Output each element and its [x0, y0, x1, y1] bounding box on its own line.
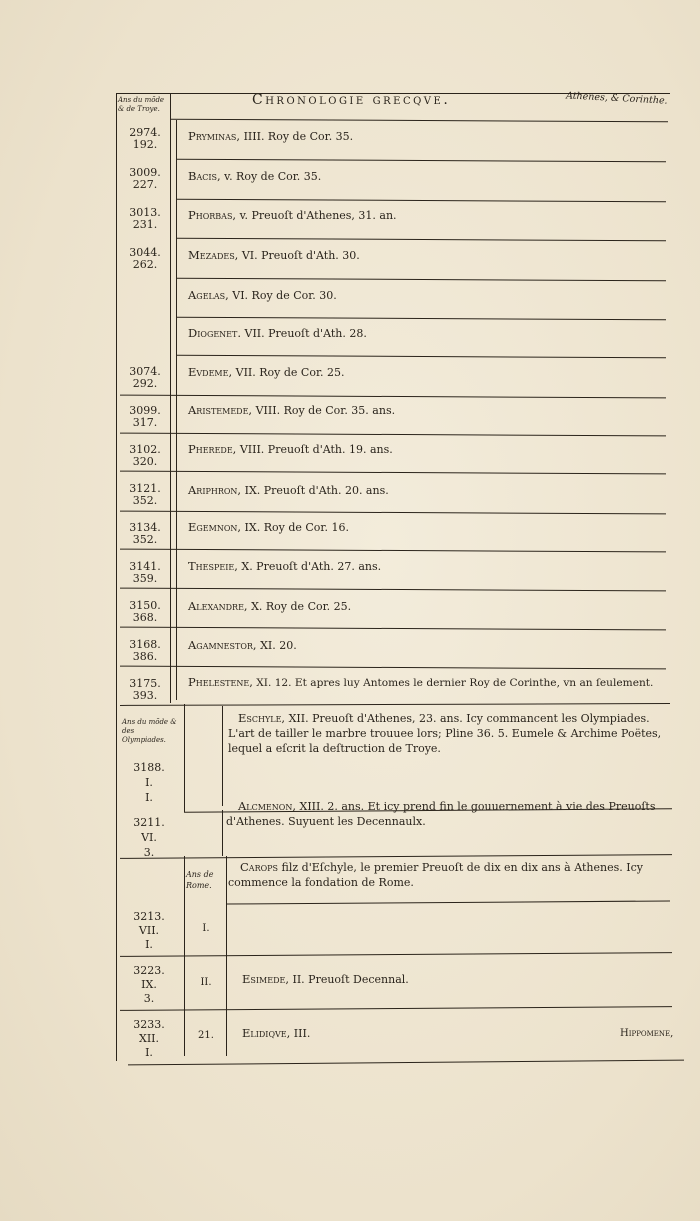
eschyle-paragraph: Eschyle, XII. Preuoſt d'Athenes, 23. ans. Icy commancent les Olympiades. L'art de tailler le marbre trouuee lors; Pline 36. 5. Eumele & Archime Poëtes, lequel a eſcrit la deſtruction de Troye.	[228, 711, 662, 755]
rome-year: I.	[202, 923, 210, 934]
year-cell: 3099. 317.	[129, 404, 161, 429]
year-cell: 3150. 368.	[129, 599, 161, 624]
row-divider	[120, 666, 666, 670]
year-cell: 3211. VI. 3.	[133, 816, 165, 859]
row-divider	[176, 159, 666, 163]
entry-row: Egemnon, IX. Roy de Cor. 16.	[188, 520, 349, 534]
year-cell: 3168. 386.	[129, 638, 161, 663]
row-divider	[120, 627, 666, 631]
header-right-label: Athenes, & Corinthe.	[565, 90, 668, 107]
entry-row: Bacis, v. Roy de Cor. 35.	[188, 169, 322, 183]
year-cell: 3141. 359.	[129, 560, 161, 585]
row-divider	[120, 395, 666, 399]
year-cell: 3102. 320.	[129, 443, 161, 468]
entry-row: Mezades, VI. Preuoſt d'Ath. 30.	[188, 248, 360, 262]
alcmenon-indent-rule	[222, 810, 223, 856]
page-title: Chronologie grecqve.	[252, 92, 451, 108]
row-divider	[120, 511, 666, 515]
row-divider	[120, 1006, 672, 1011]
entry-row: Pherede, VIII. Preuoſt d'Ath. 19. ans.	[188, 442, 393, 456]
entry-row: Elidiqve, III.	[242, 1026, 311, 1040]
year-cell: 3134. 352.	[129, 521, 161, 546]
entry-row: Esimede, II. Preuoſt Decennal.	[242, 972, 409, 986]
entry-row: Thespeie, X. Preuoſt d'Ath. 27. ans.	[188, 559, 382, 573]
entry-row: Phelestene, XI. 12. Et apres luy Antomes le dernier Roy de Corinthe, vn an ſeulement.	[188, 675, 654, 689]
entry-row: Ariphron, IX. Preuoſt d'Ath. 20. ans.	[188, 483, 389, 497]
row-divider	[226, 900, 670, 904]
rome-year: 21.	[198, 1030, 214, 1041]
row-divider	[120, 854, 672, 859]
row-divider	[120, 588, 666, 592]
olympiads-label: Ans du mõde & des Olympiades.	[122, 718, 177, 744]
olymp-column-rule	[184, 704, 185, 812]
row-divider	[176, 278, 666, 282]
year-cell: 3213. VII. I.	[133, 910, 165, 951]
header-left-label: Ans du mõde & de Troye.	[118, 96, 165, 113]
row-divider	[176, 355, 666, 359]
catchword: Hippomene,	[620, 1028, 674, 1039]
year-cell: 3044. 262.	[129, 246, 161, 271]
entry-row: Phorbas, v. Preuoſt d'Athenes, 31. an.	[188, 208, 397, 222]
row-divider	[176, 238, 666, 242]
entry-row: Alexandre, X. Roy de Cor. 25.	[188, 599, 352, 613]
year-column-rule	[170, 93, 171, 703]
entry-row: Diogenet. VII. Preuoſt d'Ath. 28.	[188, 326, 367, 340]
row-divider	[120, 703, 670, 706]
row-divider	[120, 549, 666, 553]
row-divider	[176, 317, 666, 321]
table-left-rule	[116, 93, 117, 1061]
rome-years-label: Ans de Rome.	[186, 870, 214, 890]
alcmenon-paragraph: Alcmenon, XIII. 2. ans. Et icy prend fin le gouuernement à vie des Preuoſts d'Athenes. Suyuent les Decennaulx.	[226, 799, 656, 828]
year-cell: 3188. I. I.	[133, 761, 165, 804]
table-top-rule	[116, 93, 670, 94]
entry-row: Evdeme, VII. Roy de Cor. 25.	[188, 365, 345, 379]
entry-row: Aristemede, VIII. Roy de Cor. 35. ans.	[188, 403, 396, 417]
year-cell: 3009. 227.	[129, 166, 161, 191]
carops-paragraph: Carops filz d'Eſchyle, le premier Preuoſt de dix en dix ans à Athenes. Icy commence la fondation de Rome.	[228, 860, 643, 889]
entry-row: Agelas, VI. Roy de Cor. 30.	[188, 288, 337, 302]
eschyle-indent-rule	[222, 706, 223, 806]
year-cell: 3223. IX. 3.	[133, 964, 165, 1005]
year-cell: 3013. 231.	[129, 206, 161, 231]
row-divider	[176, 199, 666, 203]
year-cell: 3175. 393.	[129, 677, 161, 702]
row-divider	[120, 952, 672, 957]
rome-year: II.	[200, 977, 212, 988]
year-cell: 3121. 352.	[129, 482, 161, 507]
row-divider	[120, 433, 666, 437]
year-cell: 2974. 192.	[129, 126, 161, 151]
header-bottom-rule	[170, 119, 668, 123]
table-bottom-rule	[128, 1060, 684, 1066]
row-divider	[120, 471, 666, 475]
year-column-rule-inner	[176, 120, 177, 700]
entry-row: Agamnestor, XI. 20.	[188, 638, 297, 652]
entry-row: Pryminas, IIII. Roy de Cor. 35.	[188, 129, 354, 143]
year-cell: 3233. XII. I.	[133, 1018, 165, 1059]
year-cell: 3074. 292.	[129, 365, 161, 390]
